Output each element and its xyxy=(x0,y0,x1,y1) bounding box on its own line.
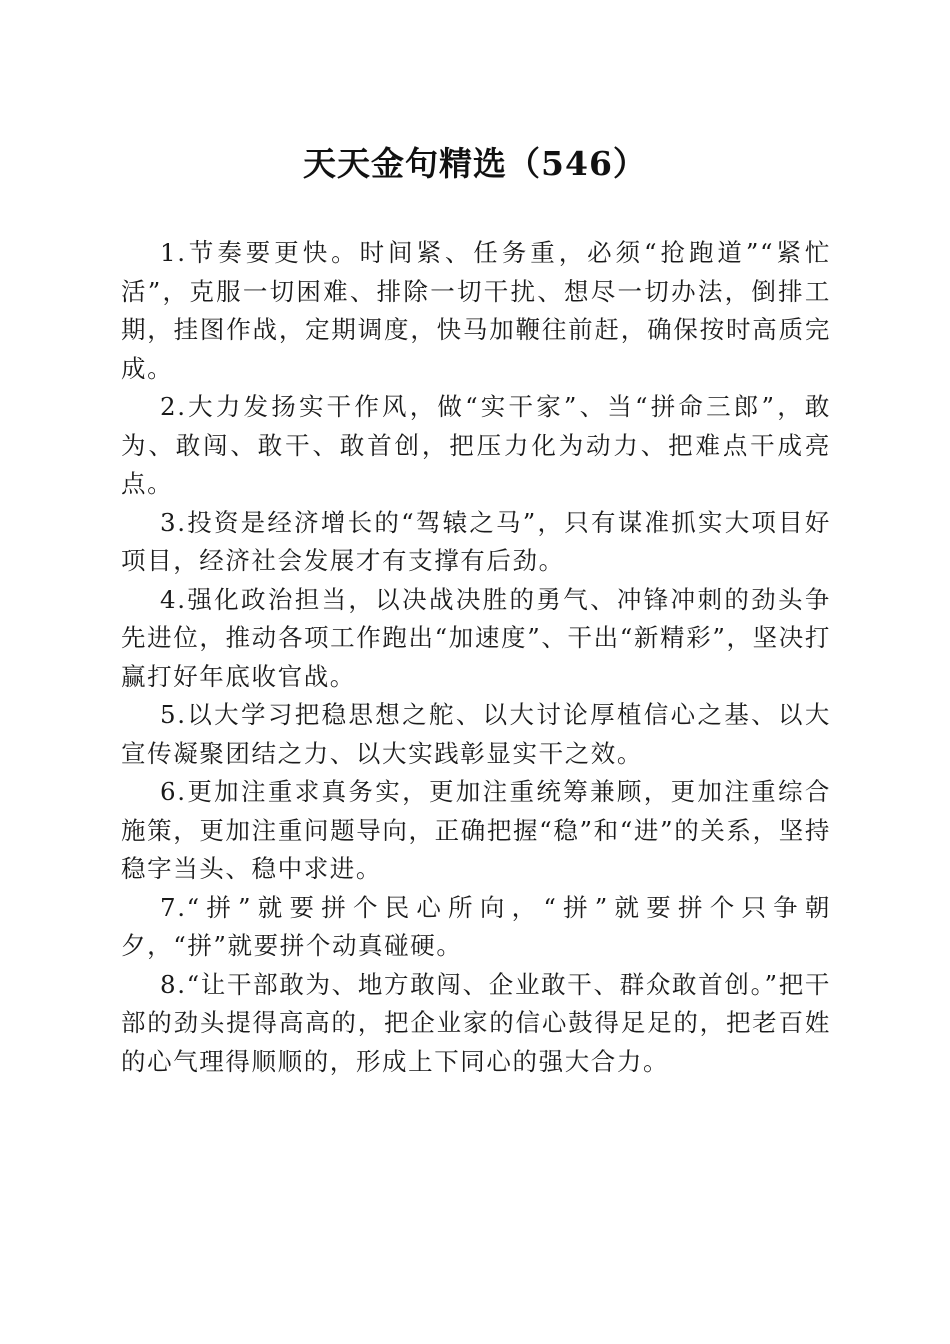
paragraph-8: 8.“让干部敢为、地方敢闯、企业敢干、群众敢首创。”把干部的劲头提得高高的，把企业家的信心鼓得足足的，把老百姓的心气理得顺顺的，形成上下同心的强大合力。 xyxy=(121,969,831,1076)
paragraph-5: 5.以大学习把稳思想之舵、以大讨论厚植信心之基、以大宣传凝聚团结之力、以大实践彰显实干之效。 xyxy=(121,700,831,768)
paragraph-1: 1.节奏要更快。时间紧、任务重，必须“抢跑道”“紧忙活”，克服一切困难、排除一切干扰、想尽一切办法，倒排工期，挂图作战，定期调度，快马加鞭往前赶，确保按时高质完成。 xyxy=(121,238,831,383)
paragraph-3: 3.投资是经济增长的“驾辕之马”，只有谋准抓实大项目好项目，经济社会发展才有支撑有后劲。 xyxy=(121,507,831,575)
document-body xyxy=(121,234,831,1081)
paragraph-2: 2.大力发扬实干作风，做“实干家”、当“拼命三郎”，敢为、敢闯、敢干、敢首创，把压力化为动力、把难点干成亮点。 xyxy=(121,392,831,498)
paragraph-6: 6.更加注重求真务实，更加注重统筹兼顾，更加注重综合施策，更加注重问题导向，正确把握“稳”和“进”的关系，坚持稳字当头、稳中求进。 xyxy=(121,777,831,883)
paragraph-7: 7.“拼”就要拼个民心所向，“拼”就要拼个只争朝夕，“拼”就要拼个动真碰硬。 xyxy=(121,892,831,960)
paragraph-4: 4.强化政治担当，以决战决胜的勇气、冲锋冲刺的劲头争先进位，推动各项工作跑出“加速度”、干出“新精彩”，坚决打赢打好年底收官战。 xyxy=(121,584,831,691)
document-title: 天天金句精选（546） xyxy=(303,144,647,183)
